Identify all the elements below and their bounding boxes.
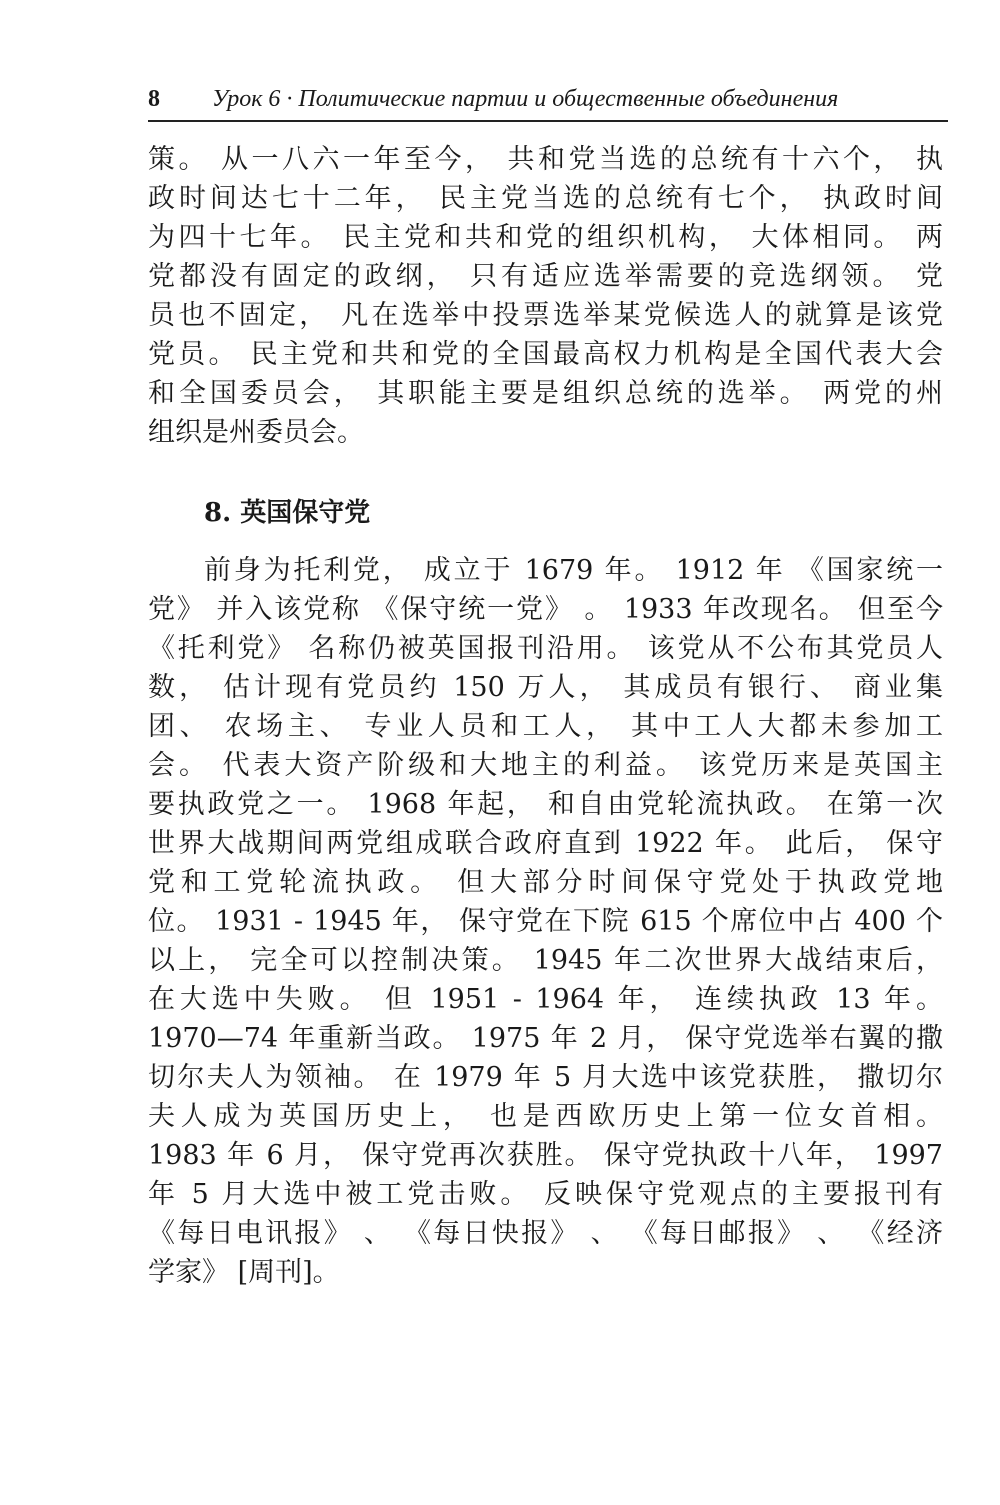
page-number: 8 [148, 86, 160, 112]
text-line: 夫人成为英国历史上， 也是西欧历史上第一位女首相。 [148, 1101, 943, 1132]
text-line: 为四十七年。 民主党和共和党的组织机构， 大体相同。 两 [148, 222, 943, 253]
text-line: 《托利党》 名称仍被英国报刊沿用。 该党从不公布其党员人 [148, 633, 943, 664]
text-line: 党》 并入该党称 《保守统一党》 。 1933 年改现名。 但至今 [148, 594, 943, 625]
text-line: 学家》 [周刊]。 [148, 1257, 340, 1288]
text-line: 员也不固定， 凡在选举中投票选举某党候选人的就算是该党 [148, 300, 943, 331]
text-line: 党都没有固定的政纲， 只有适应选举需要的竞选纲领。 党 [148, 261, 943, 292]
text-line: 《每日电讯报》 、 《每日快报》 、 《每日邮报》 、 《经济 [148, 1218, 943, 1249]
section-heading: 8. 英国保守党 [204, 498, 371, 528]
text-line: 世界大战期间两党组成联合政府直到 1922 年。 此后， 保守 [148, 828, 943, 859]
text-line: 位。 1931 - 1945 年， 保守党在下院 615 个席位中占 400 个 [148, 906, 943, 937]
text-line: 年 5 月大选中被工党击败。 反映保守党观点的主要报刊有 [148, 1179, 943, 1210]
text-line: 前身为托利党， 成立于 1679 年。 1912 年 《国家统一 [204, 555, 943, 586]
text-line: 和全国委员会， 其职能主要是组织总统的选举。 两党的州 [148, 378, 943, 409]
text-line: 组织是州委员会。 [148, 417, 364, 448]
text-line: 切尔夫人为领袖。 在 1979 年 5 月大选中该党获胜， 撒切尔 [148, 1062, 943, 1093]
text-line: 以上， 完全可以控制决策。 1945 年二次世界大战结束后， [148, 945, 943, 976]
chapter-title: Урок 6 · Политические партии и общественные объединения [212, 86, 839, 112]
running-header [148, 82, 948, 118]
text-line: 会。 代表大资产阶级和大地主的利益。 该党历来是英国主 [148, 750, 943, 781]
page-body [148, 140, 943, 1292]
text-line: 党和工党轮流执政。 但大部分时间保守党处于执政党地 [148, 867, 943, 898]
text-line: 团、 农场主、 专业人员和工人， 其中工人大都未参加工 [148, 711, 943, 742]
text-line: 党员。 民主党和共和党的全国最高权力机构是全国代表大会 [148, 339, 943, 370]
text-line: 要执政党之一。 1968 年起， 和自由党轮流执政。 在第一次 [148, 789, 943, 820]
text-line: 数， 估计现有党员约 150 万人， 其成员有银行、 商业集 [148, 672, 943, 703]
text-line: 1983 年 6 月， 保守党再次获胜。 保守党执政十八年， 1997 [148, 1140, 943, 1171]
paragraph-conservative-party [148, 551, 943, 1292]
text-line: 策。 从一八六一年至今， 共和党当选的总统有十六个， 执 [148, 144, 943, 175]
text-line: 政时间达七十二年， 民主党当选的总统有七个， 执政时间 [148, 183, 943, 214]
text-line: 1970—74 年重新当政。 1975 年 2 月， 保守党选举右翼的撒 [148, 1023, 943, 1054]
header-divider [148, 120, 948, 122]
paragraph-us-parties [148, 140, 943, 452]
text-line: 在大选中失败。 但 1951 - 1964 年， 连续执政 13 年。 [148, 984, 943, 1015]
